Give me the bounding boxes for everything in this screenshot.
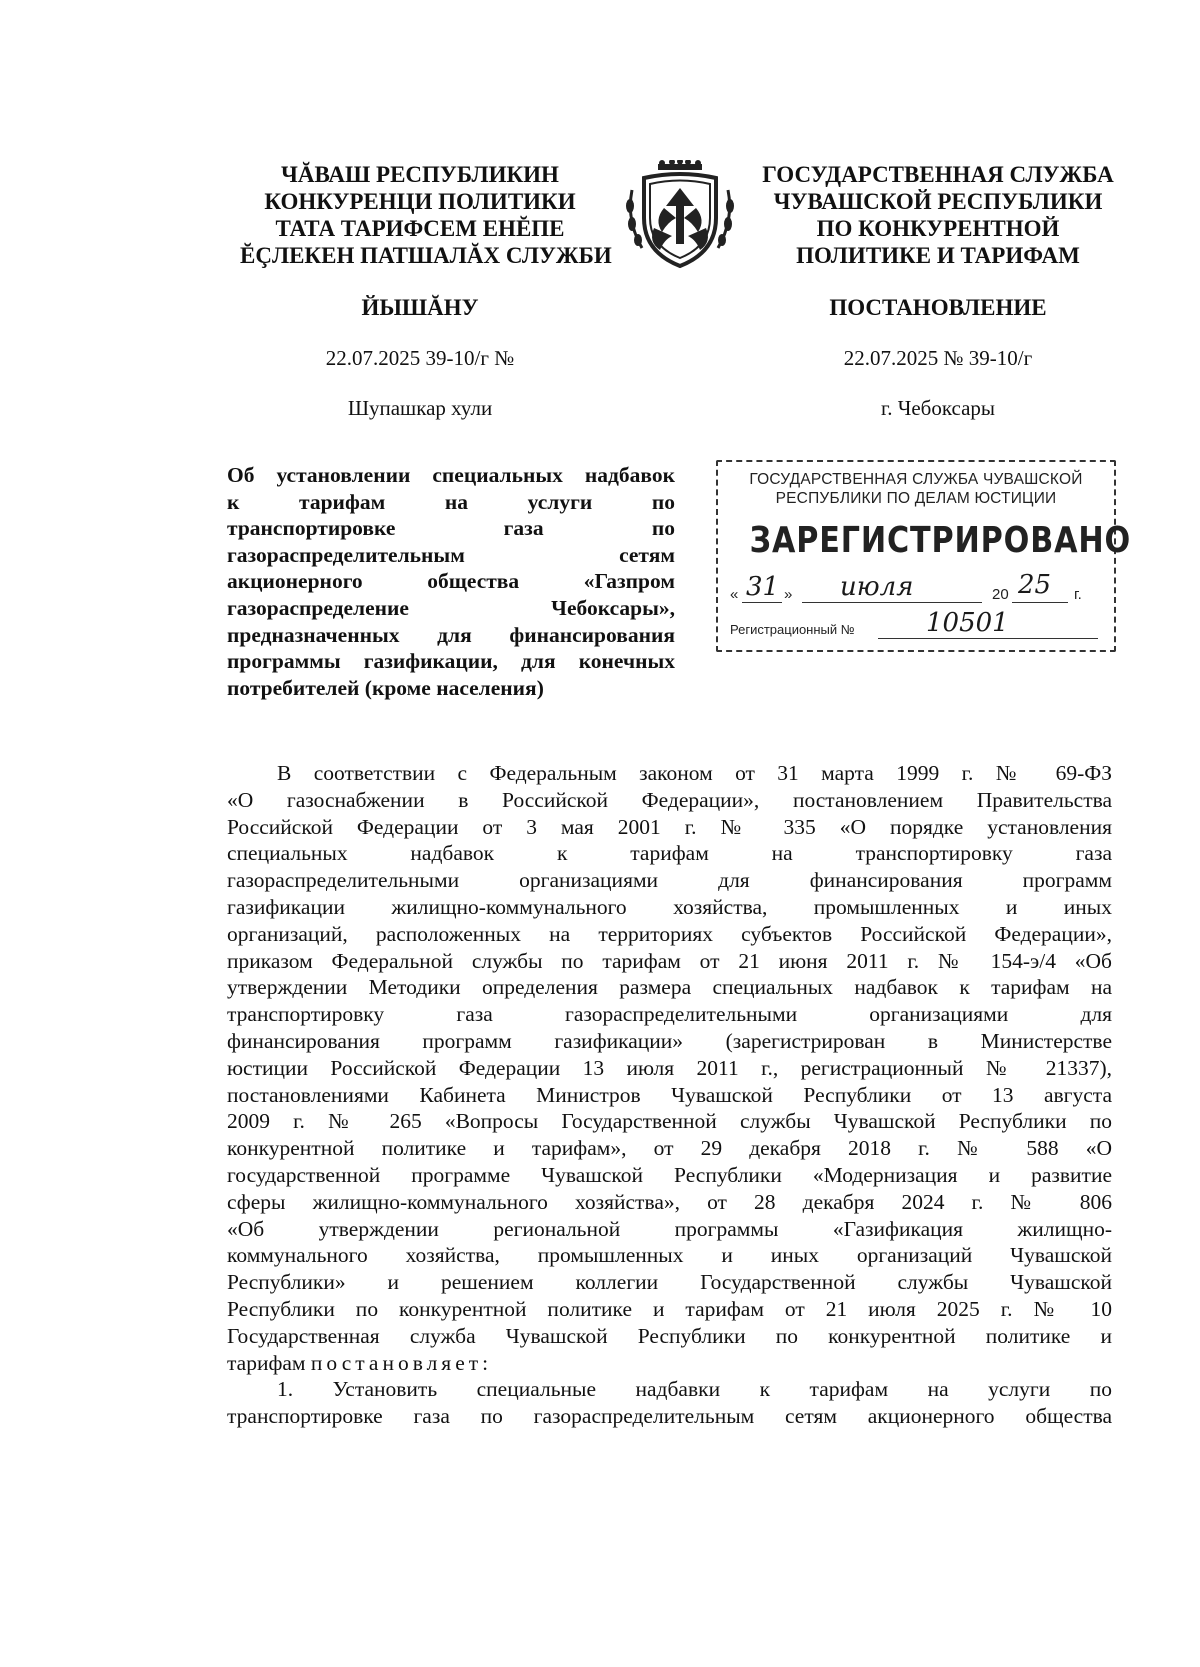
body-line: финансирования программ газификации» (зарегистрирован в Министерстве — [227, 1028, 1112, 1053]
header-left-line: ЧĂВАШ РЕСПУБЛИКИН — [281, 162, 559, 187]
body-line: утверждении Методики определения размера специальных надбавок к тарифам на — [227, 975, 1112, 1000]
body-line: юстиции Российской Федерации 13 июля 2011 г., регистрационный № 21337), — [227, 1055, 1112, 1080]
body-line: организаций, расположенных на территориях субъектов Российской Федерации», — [227, 921, 1112, 946]
stamp-year-suffix: 25 — [1018, 570, 1052, 600]
doc-city-chuvash: Шупашкар хули — [347, 396, 493, 420]
body-line: сферы жилищно-коммунального хозяйства», от 28 декабря 2024 г. № 806 — [227, 1189, 1112, 1214]
body-line: газораспределительными организациями для финансирования программ — [227, 868, 1112, 893]
body-line: Республики» и решением коллегии Государственной службы Чувашской — [227, 1270, 1112, 1295]
document-subject — [227, 462, 675, 701]
subject-line: Об установлении специальных надбавок — [227, 463, 675, 487]
header-left-line: ĔÇЛЕКЕН ПАТШАЛĂХ СЛУЖБИ — [240, 243, 612, 268]
subject-line: потребителей (кроме населения) — [227, 675, 544, 700]
header-chuvash-org — [240, 161, 612, 269]
header-right-line: ПОЛИТИКЕ И ТАРИФАМ — [796, 243, 1080, 268]
stamp-day: 31 — [746, 572, 780, 602]
body-line: конкурентной политике и тарифам», от 29 декабря 2018 г. № 588 «О — [227, 1136, 1112, 1161]
body-final-spaced: постановляет: — [310, 1350, 493, 1375]
subject-line: предназначенных для финансирования — [227, 622, 675, 647]
stamp-organization — [718, 470, 1114, 508]
body-line: приказом Федеральной службы по тарифам от 21 июня 2011 г. № 154-э/4 «Об — [227, 948, 1112, 973]
subject-line: программы газификации, для конечных — [227, 649, 675, 674]
header-right-line: ЧУВАШСКОЙ РЕСПУБЛИКИ — [773, 189, 1103, 214]
stamp-title: ЗАРЕГИСТРИРОВАНО — [749, 520, 1132, 561]
body-line: Российской Федерации от 3 мая 2001 г. № 335 «О порядке установления — [227, 814, 1112, 839]
body-line: В соответствии с Федеральным законом от 31 марта 1999 г. № 69-ФЗ — [277, 761, 1112, 785]
doc-city-russian: г. Чебоксары — [880, 396, 996, 420]
body-line: 2009 г. № 265 «Вопросы Государственной службы Чувашской Республики по — [227, 1109, 1112, 1134]
item1-line: 1. Установить специальные надбавки к тарифам на услуги по — [277, 1377, 1112, 1402]
header-left-line: ТАТА ТАРИФСЕМ ЕНĔПЕ — [275, 216, 565, 241]
body-line: газификации жилищно-коммунального хозяйства, промышленных и иных — [227, 894, 1112, 919]
body-line: «Об утверждении региональной программы «Газификация жилищно- — [227, 1216, 1112, 1241]
body-line: транспортировку газа газораспределительными организациями для — [227, 1002, 1112, 1027]
doc-type-russian: ПОСТАНОВЛЕНИЕ — [829, 295, 1047, 320]
stamp-org-line: РЕСПУБЛИКИ ПО ДЕЛАМ ЮСТИЦИИ — [775, 490, 1057, 507]
subject-line: газораспределение Чебоксары», — [227, 595, 675, 620]
body-final-prefix: тарифам — [227, 1350, 306, 1375]
doc-type-chuvash: ЙЫШĂНУ — [361, 295, 479, 320]
document-body — [227, 760, 1112, 1430]
subject-line: акционерного общества «Газпром — [227, 569, 675, 594]
stamp-reg-number: 10501 — [926, 608, 1009, 638]
header-right-line: ГОСУДАРСТВЕННАЯ СЛУЖБА — [762, 162, 1114, 187]
header-left-line: КОНКУРЕНЦИ ПОЛИТИКИ — [264, 189, 576, 214]
stamp-month: июля — [840, 572, 914, 602]
body-line: специальных надбавок к тарифам на транспортировку газа — [227, 841, 1112, 866]
subject-line: к тарифам на услуги по — [227, 489, 675, 514]
stamp-year-unit: г. — [1074, 586, 1082, 603]
subject-line: газораспределительным сетям — [227, 542, 675, 567]
stamp-quote-open: « — [730, 586, 739, 603]
stamp-org-line: ГОСУДАРСТВЕННАЯ СЛУЖБА ЧУВАШСКОЙ — [749, 471, 1083, 488]
doc-number-russian: 22.07.2025 № 39-10/г — [843, 346, 1033, 370]
header-russian-org — [758, 161, 1118, 269]
body-line: государственной программе Чувашской Республики «Модернизация и развитие — [227, 1162, 1112, 1187]
body-line-final — [227, 1350, 1112, 1377]
registration-stamp — [716, 460, 1132, 652]
body-line: «О газоснабжении в Российской Федерации», постановлением Правительства — [227, 787, 1112, 812]
body-line: постановлениями Кабинета Министров Чувашской Республики от 13 августа — [227, 1082, 1112, 1107]
stamp-quote-close: » — [784, 586, 793, 603]
doc-number-chuvash: 22.07.2025 39-10/г № — [325, 346, 515, 370]
subject-line: транспортировке газа по — [227, 516, 675, 541]
item1-line: транспортировке газа по газораспределительным сетям акционерного общества — [227, 1404, 1112, 1429]
chuvash-emblem-icon — [624, 160, 736, 272]
stamp-registration — [730, 608, 1102, 642]
body-line: Государственная служба Чувашской Республики по конкурентной политике и — [227, 1323, 1112, 1348]
body-line: Республики по конкурентной политике и тарифам от 21 июля 2025 г. № 10 — [227, 1296, 1112, 1321]
stamp-reg-label: Регистрационный № — [730, 622, 855, 637]
header-right-line: ПО КОНКУРЕНТНОЙ — [816, 216, 1060, 241]
stamp-date — [730, 570, 1102, 606]
stamp-year-prefix: 20 — [992, 586, 1009, 603]
body-line: коммунального хозяйства, промышленных и иных организаций Чувашской — [227, 1243, 1112, 1268]
